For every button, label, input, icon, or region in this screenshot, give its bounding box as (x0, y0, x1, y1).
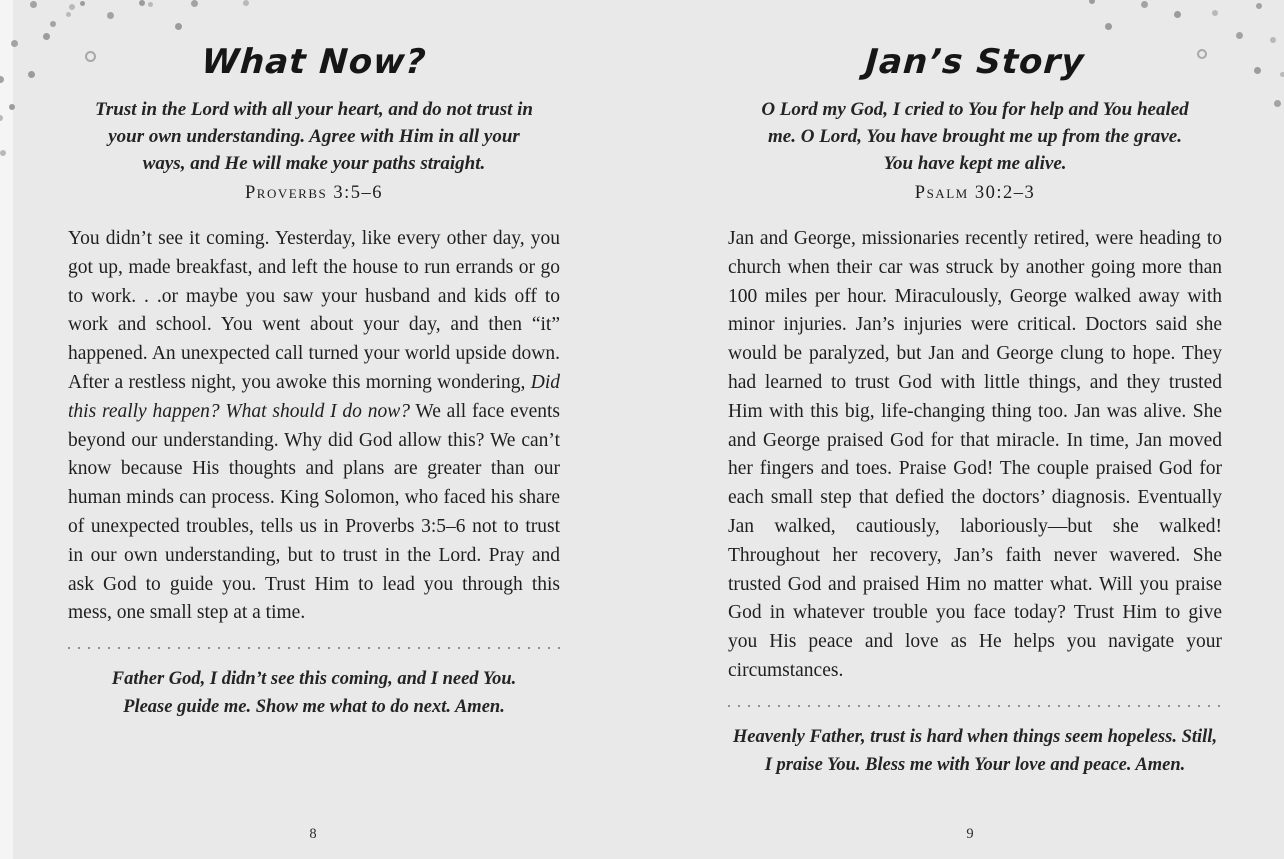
confetti-dot (1174, 11, 1181, 18)
prayer-text: Heavenly Father, trust is hard when things seem hopeless. Still, I praise You. Bless me with Your love and peace. Amen. (732, 726, 1218, 775)
left-page (68, 42, 560, 721)
confetti-dot (80, 1, 85, 6)
scripture-reference: Proverbs 3:5–6 (244, 183, 383, 203)
page-number: 8 (309, 826, 317, 842)
confetti-dot (66, 12, 71, 17)
confetti-dot (1256, 3, 1262, 9)
confetti-dot (1274, 100, 1281, 107)
confetti-dot (191, 0, 198, 7)
confetti-dot (139, 0, 145, 6)
page-edge-highlight (0, 0, 13, 859)
devotional-body: You didn’t see it coming. Yesterday, like every other day, you got up, made breakfast, and left the house to run errands or go to work. . .or maybe you saw your husband and kids off to work and school. You went about your day, and then “it” happened. An unexpected call turned your world upside down. After a restless night, you awoke this morning wondering, Did this really happen? What should I do now? We all face events beyond our understanding. Why did God allow this? We can’t know because His thoughts and plans are greater than our human minds can process. King Solomon, who faced his share of unexpected troubles, tells us in Proverbs 3:5–6 not to trust in our own understanding, but to trust in the Lord. Pray and ask God to guide you. Trust Him to lead you through this mess, one small step at a time. (68, 228, 560, 624)
confetti-dot (148, 2, 153, 7)
confetti-dot (243, 0, 249, 6)
dotted-divider (68, 647, 560, 649)
confetti-dot (30, 1, 37, 8)
page-number: 9 (966, 826, 974, 842)
confetti-dot (69, 4, 75, 10)
confetti-dot (1236, 32, 1243, 39)
confetti-dot (1270, 37, 1276, 43)
confetti-dot (107, 12, 114, 19)
scripture-verse: Trust in the Lord with all your heart, and do not trust in your own understanding. Agree with Him in all your ways, and He will make your paths straight. (94, 99, 533, 174)
page-title: What Now? (200, 42, 428, 82)
confetti-dot (1254, 67, 1261, 74)
confetti-dot (28, 71, 35, 78)
devotional-body: Jan and George, missionaries recently retired, were heading to church when their car was struck by another going more than 100 miles per hour. Miraculously, George walked away with minor injuries. Jan’s injuries were critical. Doctors said she would be paralyzed, but Jan and George clung to hope. They had learned to trust God with little things, and they trusted Him with this big, life-changing thing too. Jan was alive. She and George praised God for that miracle. In time, Jan moved her fingers and toes. Praise God! The couple praised God for each small step that defied the doctors’ diagnosis. Eventually Jan walked, cautiously, laboriously—but she walked! Throughout her recovery, Jan’s faith never wavered. She trusted God and praised Him no matter what. Will you praise God in whatever trouble you face today? Trust Him to give you His peace and love as He helps you navigate your circumstances. (728, 228, 1222, 681)
confetti-dot (0, 150, 6, 156)
confetti-dot (1089, 0, 1095, 4)
dotted-divider (728, 705, 1222, 707)
prayer-text: Father God, I didn’t see this coming, and I need You. Please guide me. Show me what to do next. Amen. (111, 669, 517, 718)
confetti-dot (1141, 1, 1148, 8)
confetti-dot (1105, 23, 1112, 30)
scripture-reference: Psalm 30:2–3 (914, 183, 1036, 203)
right-page (728, 42, 1222, 779)
confetti-dot (9, 104, 15, 110)
confetti-dot (1212, 10, 1218, 16)
confetti-dot (11, 40, 18, 47)
page-title: Jan’s Story (864, 42, 1086, 82)
scripture-verse: O Lord my God, I cried to You for help and You healed me. O Lord, You have brought me up from the grave. You have kept me alive. (761, 99, 1189, 174)
confetti-dot (175, 23, 182, 30)
confetti-dot (43, 33, 50, 40)
confetti-dot (1280, 72, 1284, 77)
confetti-dot (50, 21, 56, 27)
